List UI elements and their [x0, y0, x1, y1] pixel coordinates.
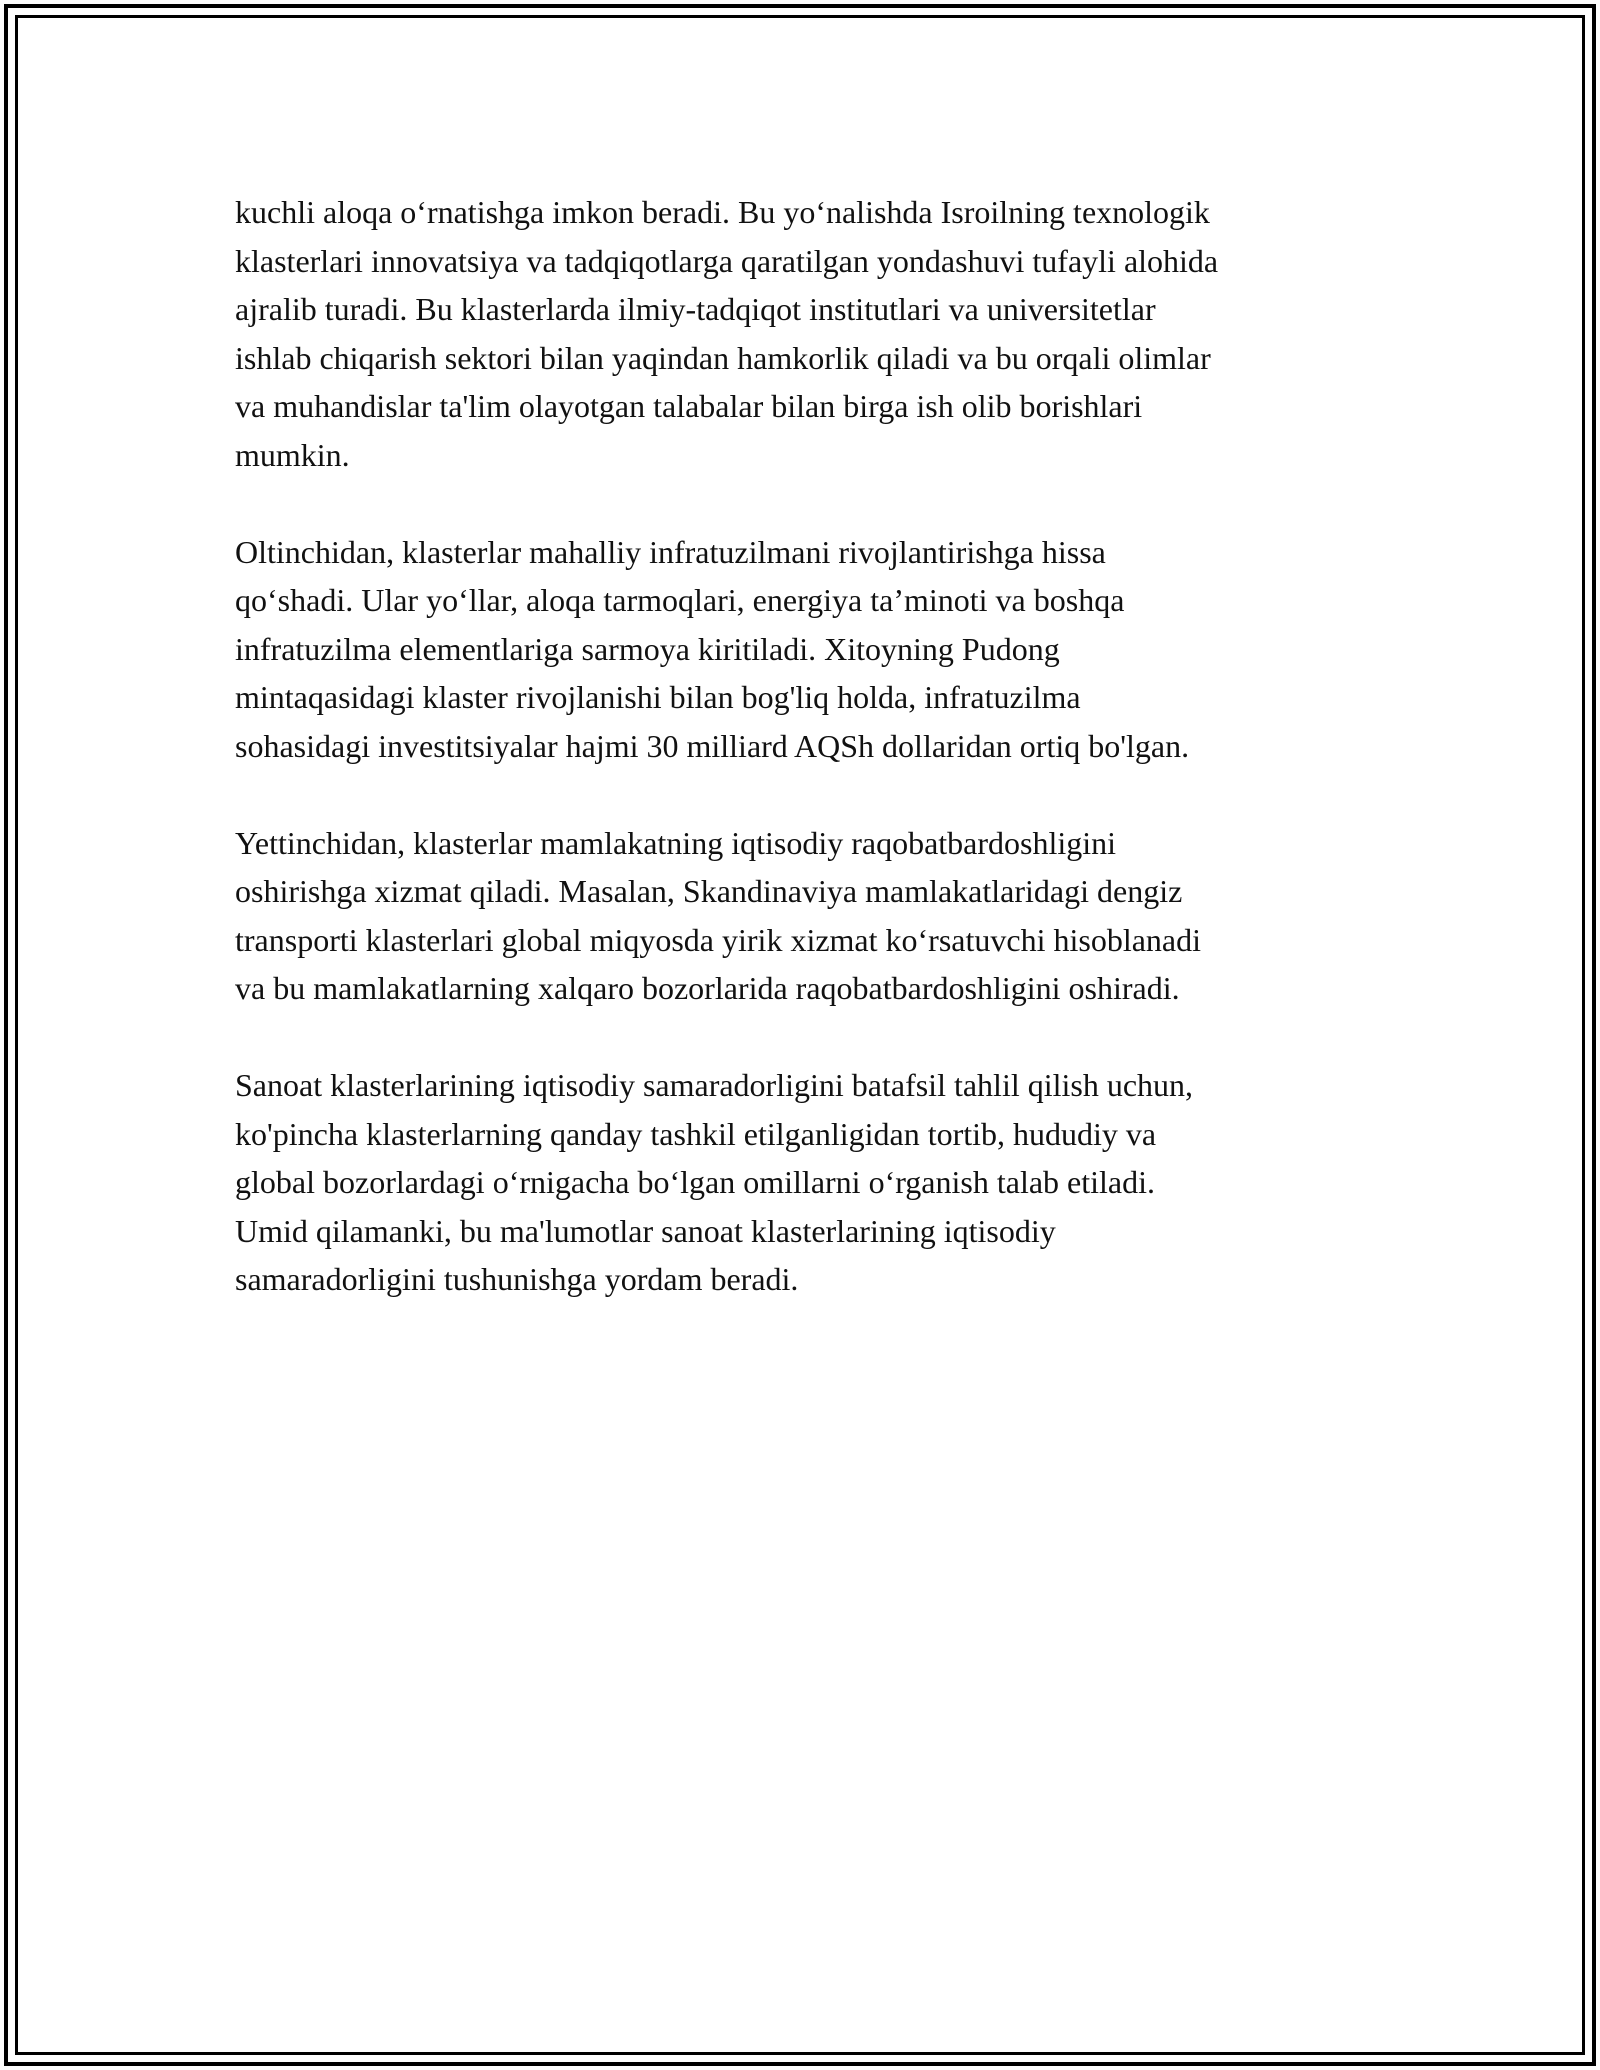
paragraph-1	[235, 188, 1375, 479]
paragraph-4	[235, 1061, 1375, 1304]
text-line: ajralib turadi. Bu klasterlarda ilmiy-tadqiqot institutlari va universitetlar	[235, 291, 1156, 327]
text-line: ko'pincha klasterlarning qanday tashkil etilganligidan tortib, hududiy va	[235, 1115, 1157, 1152]
text-line: va bu mamlakatlarning xalqaro bozorlarida raqobatbardoshligini oshiradi.	[235, 970, 1180, 1006]
text-line: infratuzilma elementlariga sarmoya kiritiladi. Xitoyning Pudong	[235, 630, 1060, 667]
text-line: oshirishga xizmat qiladi. Masalan, Skandinaviya mamlakatlaridagi dengiz	[235, 873, 1183, 909]
text-line: ishlab chiqarish sektori bilan yaqindan hamkorlik qiladi va bu orqali olimlar	[235, 339, 1211, 376]
text-line: samaradorligini tushunishga yordam beradi.	[235, 1261, 799, 1297]
text-line: kuchli aloqa oʻrnatishga imkon beradi. Bu yoʻnalishda Isroilning texnologik	[235, 194, 1210, 230]
text-line: va muhandislar ta'lim olayotgan talabalar bilan birga ish olib borishlari	[235, 388, 1143, 424]
text-line: qoʻshadi. Ular yoʻllar, aloqa tarmoqlari, energiya ta’minoti va boshqa	[235, 582, 1125, 618]
text-line: klasterlari innovatsiya va tadqiqotlarga qaratilgan yondashuvi tufayli alohida	[235, 242, 1219, 279]
paragraph-3	[235, 819, 1375, 1013]
text-line: transporti klasterlari global miqyosda yirik xizmat koʻrsatuvchi hisoblanadi	[235, 921, 1201, 958]
text-line: sohasidagi investitsiyalar hajmi 30 milliard AQSh dollaridan ortiq bo'lgan.	[235, 727, 1190, 764]
text-line: Oltinchidan, klasterlar mahalliy infratuzilmani rivojlantirishga hissa	[235, 533, 1106, 570]
text-line: mumkin.	[235, 436, 350, 473]
paragraph-2	[235, 528, 1375, 771]
text-line: global bozorlardagi oʻrnigacha boʻlgan omillarni oʻrganish talab etiladi.	[235, 1164, 1155, 1200]
text-line: Yettinchidan, klasterlar mamlakatning iqtisodiy raqobatbardoshligini	[235, 824, 1117, 861]
text-line: Umid qilamanki, bu ma'lumotlar sanoat klasterlarining iqtisodiy	[235, 1212, 1056, 1249]
text-line: Sanoat klasterlarining iqtisodiy samaradorligini batafsil tahlil qilish uchun,	[235, 1067, 1194, 1103]
text-line: mintaqasidagi klaster rivojlanishi bilan bog'liq holda, infratuzilma	[235, 679, 1081, 715]
document-body	[235, 188, 1375, 1352]
